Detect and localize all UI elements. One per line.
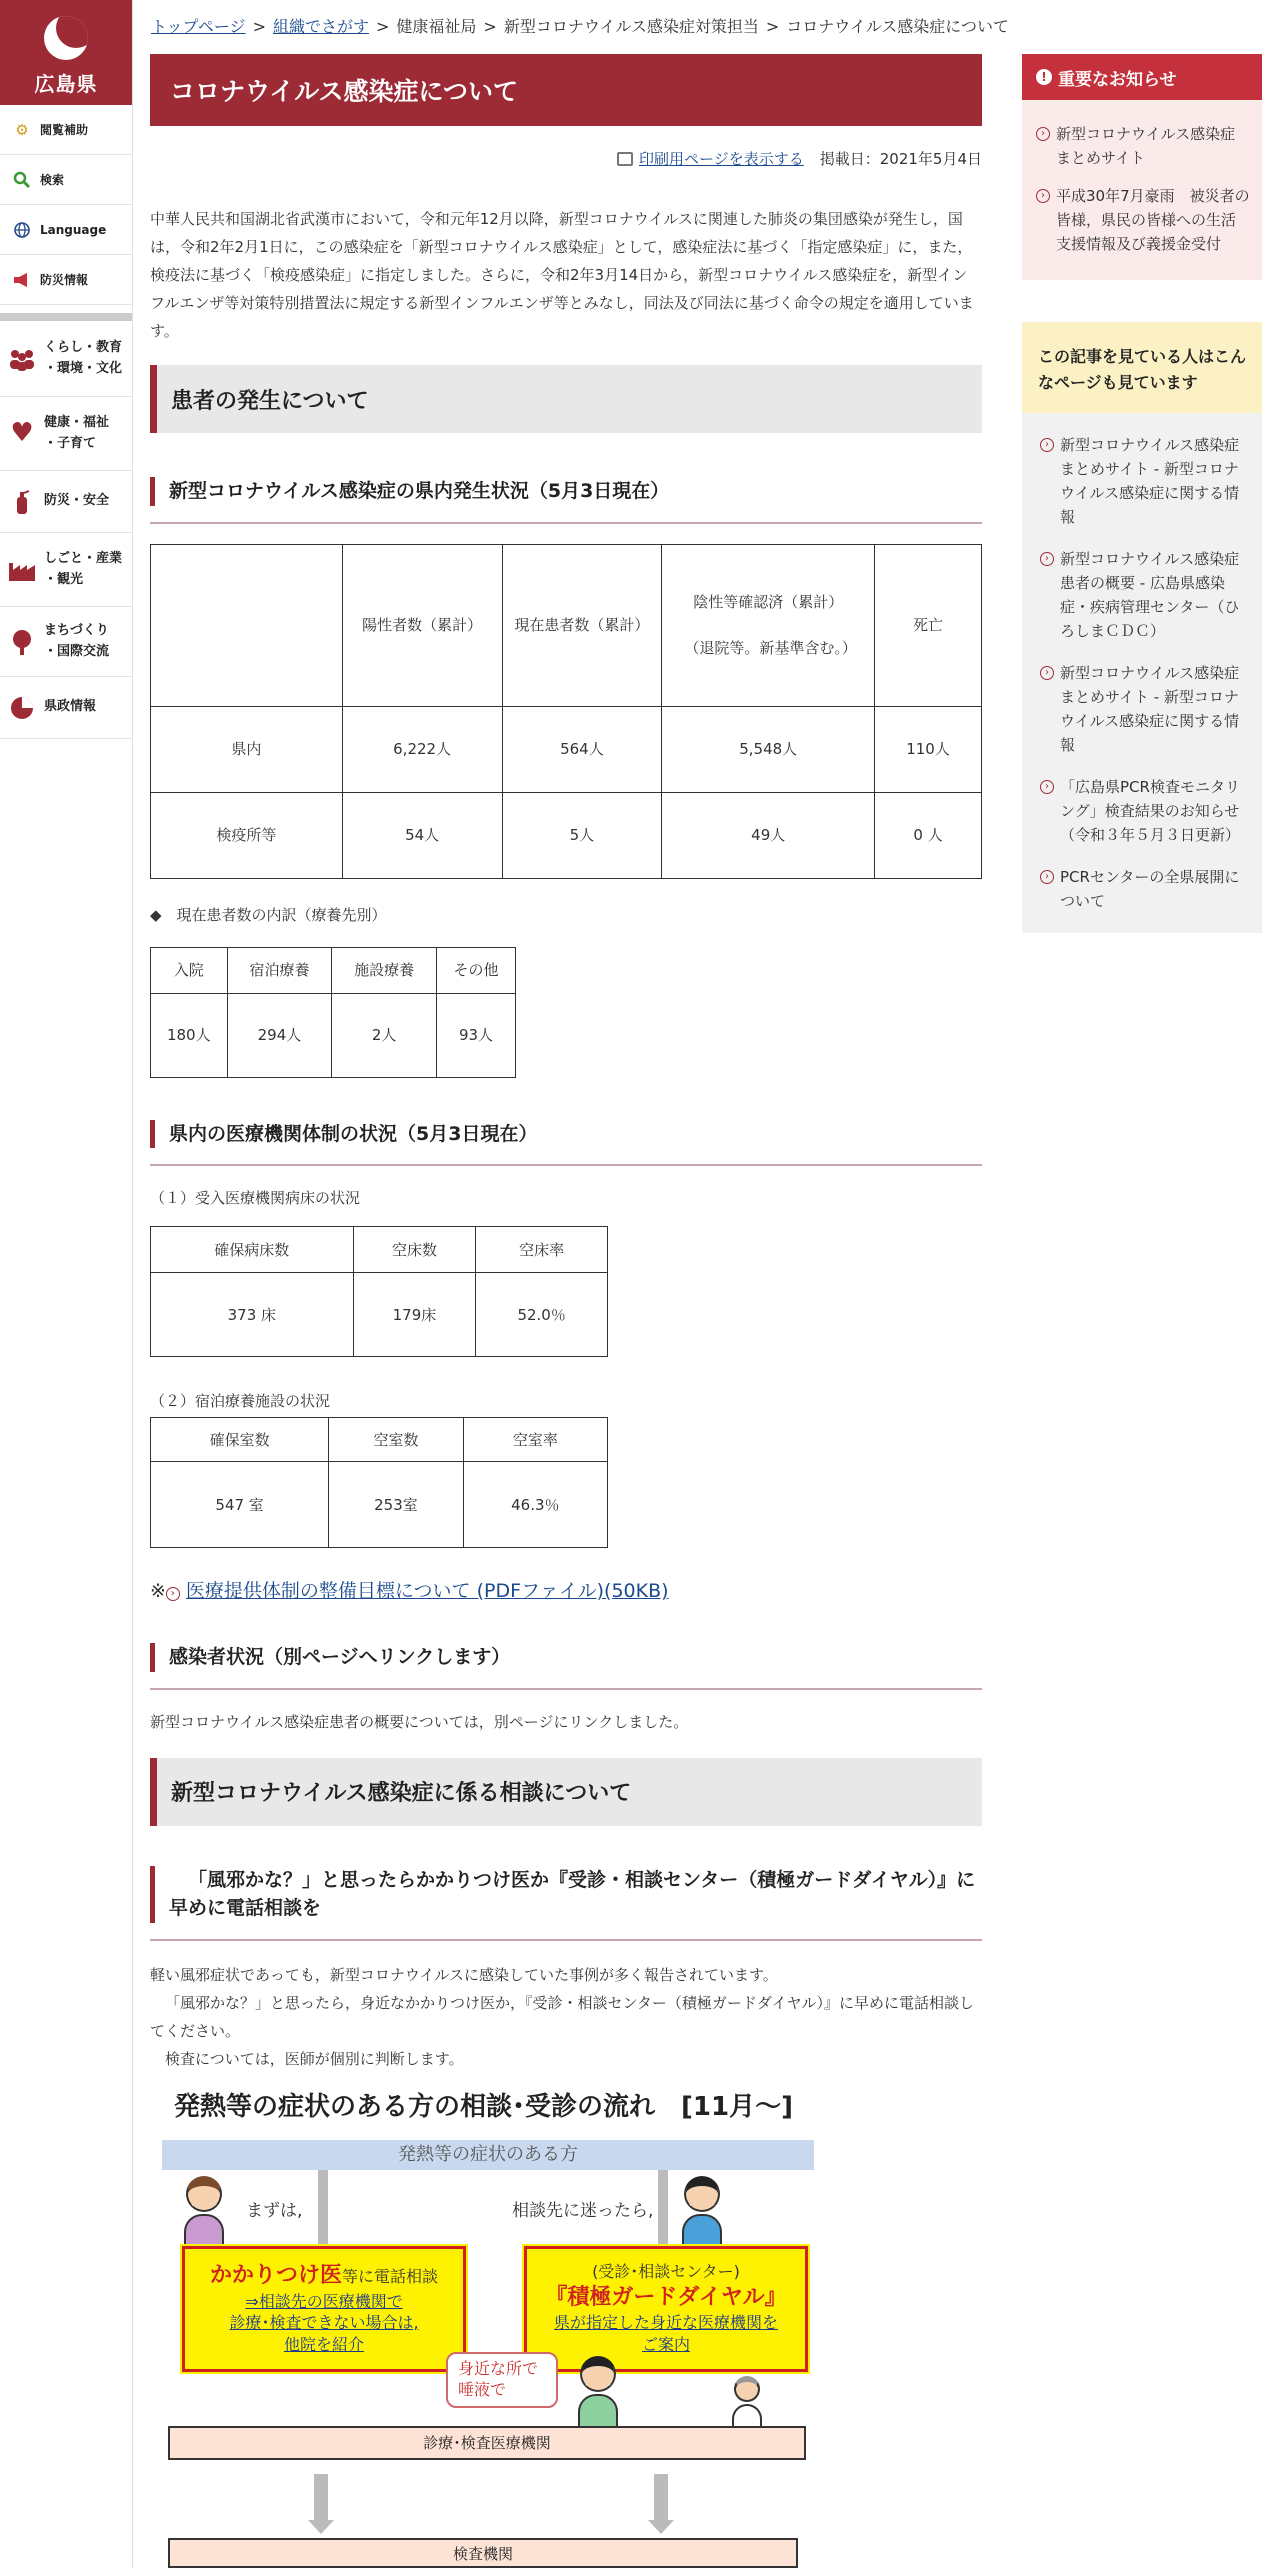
table-header-row [151,947,516,993]
table-header-line: （退院等。新基準含む。） [684,639,857,658]
table-cell: 110人 [875,706,982,792]
table-row [151,993,516,1077]
table-header-cell: 空床数 [353,1227,476,1273]
breadcrumb-separator: > [375,17,390,36]
link-arrow-icon: › [1040,438,1054,452]
category-living[interactable] [0,321,132,397]
down-arrow-icon [314,2474,328,2524]
breadcrumb-current: コロナウイルス感染症について [786,17,1009,36]
man-illustration-icon [682,2176,722,2256]
link-arrow-icon: › [1040,780,1054,794]
breadcrumb-separator: > [765,17,780,36]
posted-date: 掲載日：2021年5月4日 [819,150,982,168]
important-notice-title: 重要なお知らせ [1058,69,1177,90]
related-link-text: 「広島県PCR検査モニタリング」検査結果のお知らせ（令和３年５月３日更新） [1060,778,1241,845]
category-safety[interactable] [0,471,132,533]
site-logo[interactable] [0,0,132,105]
beds-title: （１）受入医療機関病床の状況 [150,1189,361,1208]
table-cell: 93人 [437,993,516,1077]
right-column [1022,54,1262,933]
subheading-infected-status: 感染者状況（別ページへリンクします） [150,1643,982,1672]
category-label: 防災・安全 [44,493,110,509]
table-header-cell: 陽性者数（累計） [342,544,502,706]
breadcrumb-link-organization[interactable]: 組織でさがす [272,17,369,36]
category-prefecture[interactable] [0,677,132,739]
table-cell: 373 床 [151,1273,354,1357]
category-work[interactable] [0,533,132,607]
link-arrow-icon: › [1040,666,1054,680]
flow-title: 発熱等の症状のある方の相談･受診の流れ [11月～] [174,2092,793,2122]
page-title: コロナウイルス感染症について [150,54,982,126]
flow-box-title: かかりつけ医 [209,2263,342,2288]
table-cell: 180人 [151,993,228,1077]
table-cell: 県内 [151,706,343,792]
saliva-speech-bubble: 身近な所で 唾液で [446,2352,558,2408]
subheading-medical-system: 県内の医療機関体制の状況（5月3日現在） [150,1120,982,1149]
table-header-cell: 死亡 [875,544,982,706]
tool-language[interactable] [0,205,132,255]
table-cell: 564人 [502,706,662,792]
table-cell: 52.0％ [476,1273,608,1357]
table-header-row [151,544,982,706]
flow-box-line: ⇒相談先の医療機関で [245,2291,403,2311]
notice-link[interactable] [1036,184,1250,256]
table-header-cell: 施設療養 [332,947,437,993]
tool-label: 防災情報 [40,273,89,287]
flow-box-title: 『積極ガードダイヤル』 [545,2284,787,2310]
consultation-flow-chart [158,2080,838,2568]
table-header-cell: 空室数 [329,1418,463,1462]
category-label: まちづくり ・国際交流 [44,622,110,659]
related-link[interactable] [1040,661,1250,757]
factory-icon [8,556,36,584]
consult-paragraph: 検査については，医師が個別に判断します。 [165,2050,464,2069]
flow-box-line: 診療･検査できない場合は, [229,2313,419,2333]
heart-icon: ♥ [10,417,34,448]
category-label: くらし・教育 ・環境・文化 [44,339,123,376]
table-header-row [151,1227,608,1273]
flow-box-line: (受診･相談センター) [592,2262,740,2281]
table-cell: 294人 [227,993,332,1077]
consult-paragraph: 「風邪かな？」と思ったら，身近なかかりつけ医か，『受診・相談センター（積極ガードダイヤル）』に早めに電話相談してください。 [150,1993,974,2041]
medical-target-pdf-link[interactable]: 医療提供体制の整備目標について (PDFファイル)(50KB) [185,1580,669,1603]
sidebar-divider [0,313,132,321]
related-link-text: PCRセンターの全県展開について [1060,868,1240,911]
flow-top-bar: 発熱等の症状のある方 [162,2140,814,2170]
breakdown-table [150,947,516,1078]
side-navigation [0,0,133,2568]
cases-table [150,544,982,879]
print-page-link[interactable]: 印刷用ページを表示する [639,150,804,168]
clinic-bar: 診療･検査医療機関 [168,2426,806,2460]
prefecture-emblem-icon [44,16,88,60]
tool-label: 検索 [40,173,65,187]
table-cell: 検疫所等 [151,792,343,878]
flow-box-line: 県が指定した身近な医療機関を [553,2313,778,2333]
breadcrumb-separator: > [252,17,266,36]
section-heading-patients: 患者の発生について [150,365,982,433]
link-arrow-icon: › [1040,552,1054,566]
related-link-text: 新型コロナウイルス感染症患者の概要 - 広島県感染症・疾病管理センター（ひろしまＣＤＣ） [1060,550,1240,641]
page-meta [150,148,982,169]
related-link-text: 新型コロナウイルス感染症 まとめサイト - 新型コロナウイルス感染症に関する情報 [1060,664,1240,755]
rooms-table [150,1417,608,1548]
table-header-cell [662,544,875,706]
related-link[interactable] [1040,865,1250,913]
table-header-cell: 確保室数 [151,1418,329,1462]
link-arrow-icon: › [166,1587,180,1601]
beds-table [150,1226,608,1357]
pie-chart-icon [8,694,36,722]
note-mark: ※ [150,1580,166,1603]
table-header-row [151,1418,608,1462]
heading-rule [150,522,982,524]
related-link[interactable] [1040,433,1250,529]
table-header-cell: 空室率 [463,1418,607,1462]
related-link-text: 新型コロナウイルス感染症 まとめサイト - 新型コロナウイルス感染症に関する情報 [1060,436,1240,527]
main-content [150,54,982,2073]
table-row [151,706,982,792]
site-logo-text: 広島県 [34,72,98,96]
table-header-cell: その他 [437,947,516,993]
tool-label: 閲覧補助 [40,123,89,137]
printer-icon [617,152,633,166]
tool-accessibility[interactable] [0,105,132,155]
category-label: 健康・福祉 ・子育て [44,414,110,451]
link-arrow-icon: › [1036,127,1050,141]
breadcrumb-item: 健康福祉局 [396,17,477,36]
category-town[interactable] [0,607,132,677]
table-row [151,1273,608,1357]
heading-rule [150,1164,982,1166]
table-header-cell [151,544,343,706]
extinguisher-icon [8,488,36,516]
tool-label: Language [40,222,107,237]
breakdown-title: ◆ 現在患者数の内訳（療養先別） [150,905,387,924]
table-cell: 0 人 [875,792,982,878]
category-label: 県政情報 [44,699,97,715]
table-cell: 54人 [342,792,502,878]
globe-icon [12,220,32,240]
table-header-line: 陰性等確認済（累計） [693,592,844,611]
woman-illustration-icon [184,2176,224,2256]
subheading-prefecture-cases: 新型コロナウイルス感染症の県内発生状況（5月3日現在） [150,477,982,506]
subheading-phone-consultation: 「風邪かな？」と思ったらかかりつけ医か『受診・相談センター（積極ガードダイヤル）』に早めに電話相談を [150,1866,982,1923]
table-header-cell: 現在患者数（累計） [502,544,662,706]
related-link[interactable] [1040,547,1250,643]
table-cell: 6,222人 [342,706,502,792]
breadcrumb [151,14,1009,37]
flow-box-line: 他院を紹介 [283,2334,364,2354]
people-icon [8,345,36,373]
section-heading-consultation: 新型コロナウイルス感染症に係る相談について [150,1758,982,1826]
link-arrow-icon: › [1036,189,1050,203]
important-notice-list [1022,100,1262,280]
notice-link[interactable] [1036,122,1250,170]
breadcrumb-link-top[interactable]: トップページ [151,17,246,36]
flow-box-line: ご案内 [641,2334,690,2354]
rooms-title: （２）宿泊療養施設の状況 [150,1392,331,1411]
consult-paragraph: 軽い風邪症状であっても，新型コロナウイルスに感染していた事例が多く報告されています。 [150,1965,778,1984]
exclamation-icon: ! [1036,69,1052,85]
notice-link-text: 平成30年7月豪雨 被災者の皆様，県民の皆様への生活支援情報及び義援金受付 [1056,187,1250,253]
tree-icon [8,628,36,656]
megaphone-icon [12,270,32,290]
category-health[interactable] [0,397,132,471]
table-header-cell: 入院 [151,947,228,993]
table-row [151,792,982,878]
lab-bar: 検査機関 [168,2538,798,2568]
family-doctor-box [182,2246,466,2372]
flow-right-label: 相談先に迷ったら, [512,2201,654,2221]
heading-rule [150,1939,982,1941]
infected-text: 新型コロナウイルス感染症患者の概要については，別ページにリンクしました。 [150,1712,689,1731]
table-header-cell: 空床率 [476,1227,608,1273]
related-pages-list [1022,413,1262,933]
notice-link-text: 新型コロナウイルス感染症 まとめサイト [1056,125,1236,167]
gears-icon: ⚙ [15,120,29,139]
table-cell: 5人 [502,792,662,878]
breadcrumb-item: 新型コロナウイルス感染症対策担当 [503,17,759,36]
tool-disaster-info[interactable] [0,255,132,305]
table-row [151,1462,608,1548]
search-icon [12,170,32,190]
table-header-cell: 確保病床数 [151,1227,354,1273]
pdf-link-line [150,1576,982,1603]
table-cell: 179床 [353,1273,476,1357]
table-cell: 49人 [662,792,875,878]
table-header-cell: 宿泊療養 [227,947,332,993]
table-cell: 2人 [332,993,437,1077]
table-cell: 547 室 [151,1462,329,1548]
link-arrow-icon: › [1040,870,1054,884]
patient-illustration-icon [578,2356,618,2436]
related-pages-heading: この記事を見ている人はこんなページも見ています [1022,322,1262,413]
breadcrumb-separator: > [483,17,497,36]
intro-paragraph: 中華人民共和国湖北省武漢市において，令和元年12月以降，新型コロナウイルスに関連した肺炎の集団感染が発生し，国は，令和2年2月1日に，この感染症を「新型コロナウイルス感染症」として，感染症法に基づく「指定感染症」に，また，検疫法に基づく「検疫感染症」に指定しました。さらに，令和2年3月14日から，新型コロナウイルス感染症を，新型インフルエンザ等対策特別措置法に規定する新型インフルエンザ等とみなし，同法及び同法に基づく命令の規定を適用しています。 [150,210,974,341]
table-cell: 5,548人 [662,706,875,792]
related-link[interactable] [1040,775,1250,847]
table-cell: 253室 [329,1462,463,1548]
tool-search[interactable] [0,155,132,205]
table-cell: 46.3％ [463,1462,607,1548]
guard-dial-box [524,2246,808,2372]
heading-rule [150,1688,982,1690]
important-notice-heading [1022,54,1262,100]
flow-box-title-suffix: 等に電話相談 [342,2267,439,2286]
down-arrow-icon [654,2474,668,2524]
flow-left-label: まずは, [246,2201,303,2221]
category-label: しごと・産業 ・観光 [44,550,123,587]
